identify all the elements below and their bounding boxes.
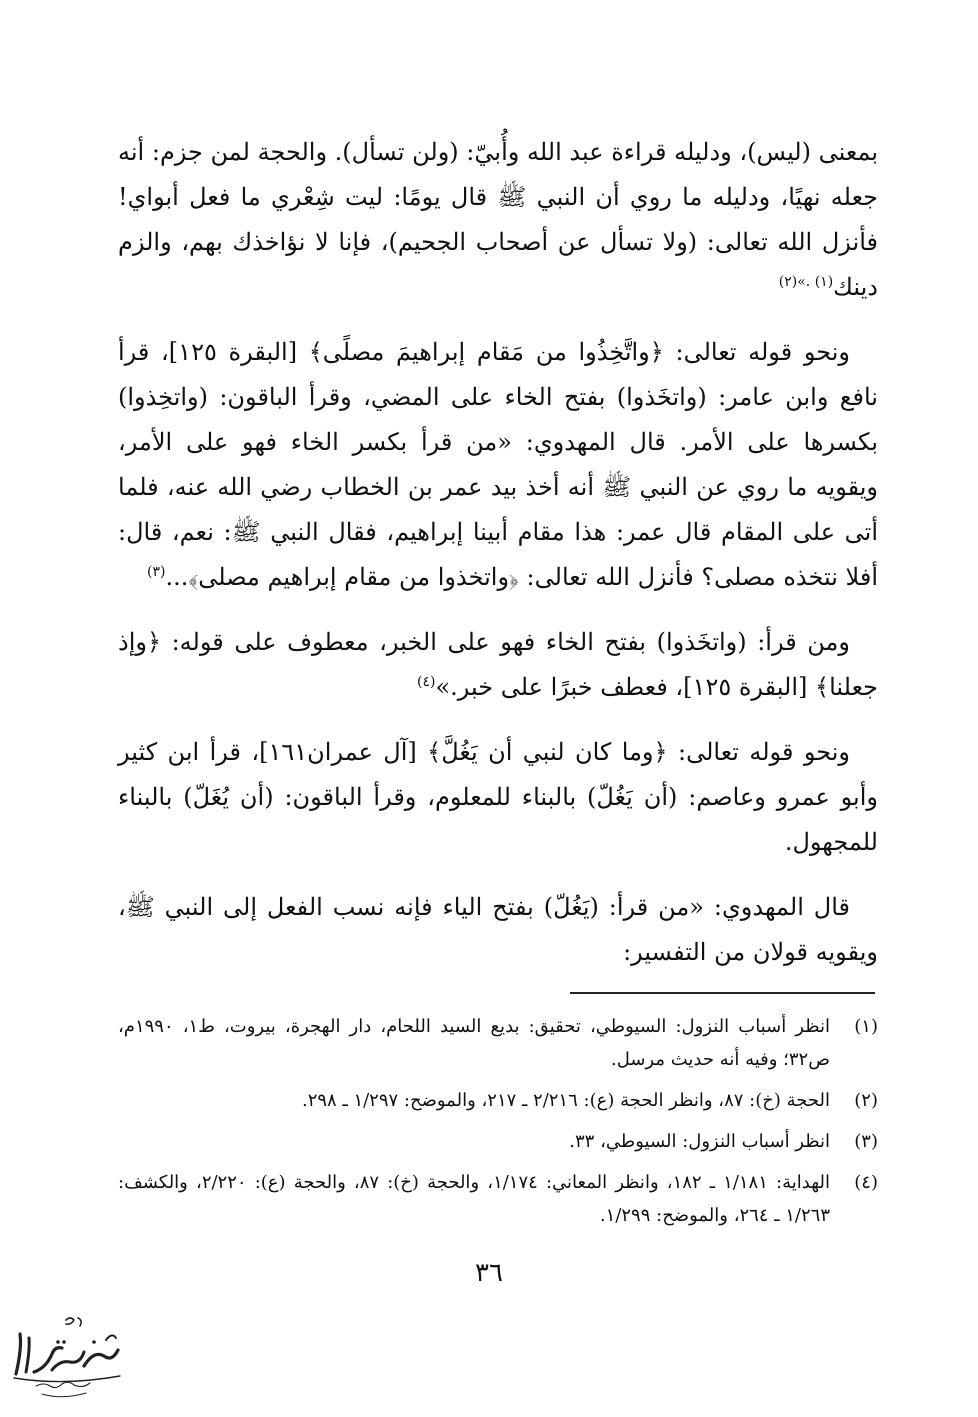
paragraph-text: ونحو قوله تعالى: ﴿واتَّخِذُوا من مَقام إبراهيمَ مصلًى﴾ [البقرة ١٢٥]، قرأ نافع وابن عامر: (واتخَذوا) بفتح الخاء على المضي، وقرأ الباقون: (واتخِذوا) بكسرها على الأمر. قال المهدوي: «من قرأ بكسر الخاء فهو على الأمر، ويقويه ما روي عن النبي ﷺ أنه أخذ بيد عمر بن الخطاب رضي الله عنه، فلما أتى على المقام قال عمر: هذا مقام أبينا إبراهيم، فقال النبي ﷺ: نعم، قال: أفلا نتخذه مصلى؟ فأنزل الله تعالى: ﴿واتخذوا من مقام إبراهيم مصلى﴾... xyxy=(118,338,878,591)
footnote-text: الحجة (خ): ٨٧، وانظر الحجة (ع): ٢/٢١٦ ـ ٢١٧، والموضح: ١/٢٩٧ ـ ٢٩٨. xyxy=(301,1090,830,1111)
paragraph xyxy=(118,885,878,975)
paragraph-text: بمعنى (ليس)، ودليله قراءة عبد الله وأُبيّ: (ولن تسأل). والحجة لمن جزم: أنه جعله نهيًا، ودليله ما روي أن النبي ﷺ قال يومًا: ليت شِعْري ما فعل أبواي! فأنزل الله تعالى: (ولا تسأل عن أصحاب الجحيم)، فإنا لا نؤاخذك بهم، والزم دينك xyxy=(118,138,878,301)
footnote-item xyxy=(118,1084,878,1117)
footnote-number: (٤) xyxy=(854,1172,878,1193)
footnote-number: (٣) xyxy=(854,1131,878,1152)
paragraph xyxy=(118,730,878,865)
footnotes xyxy=(118,1010,878,1240)
footnote-number: (٢) xyxy=(854,1090,878,1111)
footnote-text: انظر أسباب النزول: السيوطي، ٣٣. xyxy=(569,1131,830,1152)
footnote-text: الهداية: ١/١٨١ ـ ١٨٢، وانظر المعاني: ١/١٧٤، والحجة (خ): ٨٧، والحجة (ع): ٢/٢٢٠، والكشف: ١/٢٦٣ ـ ٢٦٤، والموضح: ١/٢٩٩. xyxy=(118,1172,830,1226)
paragraph-text: قال المهدوي: «من قرأ: (يَغُلّ) بفتح الياء فإنه نسب الفعل إلى النبي ﷺ، ويقويه قولان من التفسير: xyxy=(118,893,878,966)
footnote-text: انظر أسباب النزول: السيوطي، تحقيق: بديع السيد اللحام، دار الهجرة، بيروت، ط١، ١٩٩٠م، ص٣٢؛ وفيه أنه حديث مرسل. xyxy=(118,1016,830,1070)
footnote-marker: (٣) xyxy=(146,564,166,580)
watermark-logo xyxy=(6,1312,126,1407)
paragraph xyxy=(118,330,878,600)
footnote-item xyxy=(118,1125,878,1158)
paragraph-text: ومن قرأ: (واتخَذوا) بفتح الخاء فهو على الخبر، معطوف على قوله: ﴿وإذ جعلنا﴾ [البقرة ١٢٥]، فعطف خبرًا على خبر.» xyxy=(118,628,878,701)
footnote-item xyxy=(118,1010,878,1076)
footnote-item xyxy=(118,1166,878,1232)
paragraph xyxy=(118,130,878,310)
footnote-separator xyxy=(570,992,875,994)
main-text-body xyxy=(118,130,878,995)
paragraph-text: ونحو قوله تعالى: ﴿وما كان لنبي أن يَغُلَّ﴾ [آل عمران١٦١]، قرأ ابن كثير وأبو عمرو وعاصم: (أن يَغُلّ) بالبناء للمعلوم، وقرأ الباقون: (أن يُغَلّ) بالبناء للمجهول. xyxy=(118,738,878,856)
footnote-number: (١) xyxy=(854,1016,878,1037)
page-number: ٣٦ xyxy=(475,1258,503,1288)
footnote-marker: (٤) xyxy=(416,674,436,690)
footnote-marker: (١) .»(٢) xyxy=(778,274,834,290)
paragraph xyxy=(118,620,878,710)
